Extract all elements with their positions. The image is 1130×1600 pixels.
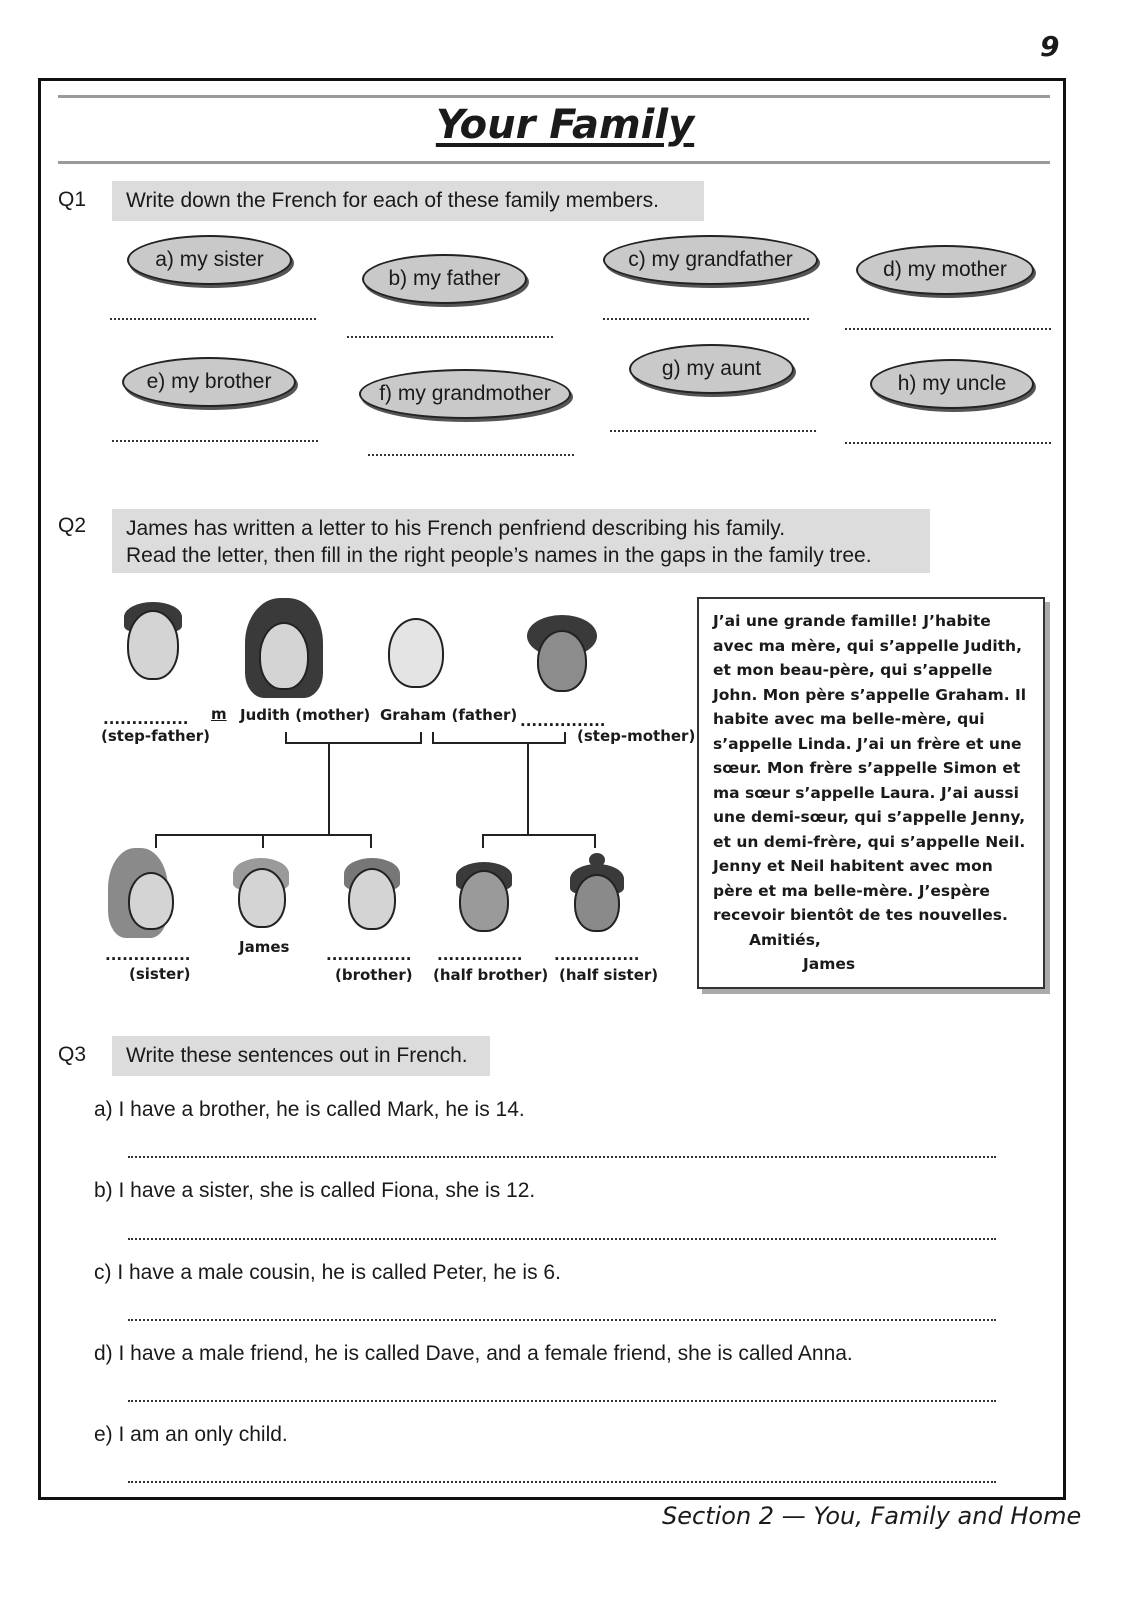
page-title: Your Family	[435, 102, 695, 148]
father-face-icon	[388, 618, 444, 688]
half-brother-blank[interactable]: ...............	[437, 946, 523, 964]
mother-face-icon	[259, 622, 309, 690]
oval-my-mother: d) my mother	[856, 245, 1034, 295]
brother-blank[interactable]: ...............	[326, 946, 412, 964]
tree-connector	[155, 834, 157, 848]
answer-line-a[interactable]	[110, 318, 316, 320]
letter-box	[697, 597, 1045, 989]
title-rule-top	[58, 95, 1050, 98]
marriage-symbol: m	[211, 705, 227, 723]
answer-line-c[interactable]	[603, 318, 809, 320]
graham-label: Graham (father)	[380, 706, 518, 724]
answer-line-h[interactable]	[845, 442, 1051, 444]
q1-instruction: Write down the French for each of these family members.	[112, 181, 704, 221]
judith-label: Judith (mother)	[240, 706, 371, 724]
page-number: 9	[1040, 30, 1060, 63]
brother-face-icon	[348, 868, 396, 930]
oval-my-father: b) my father	[362, 254, 527, 304]
q3-answer-line-e[interactable]	[128, 1481, 996, 1483]
q3-answer-line-d[interactable]	[128, 1400, 996, 1402]
tree-connector	[370, 834, 372, 848]
oval-my-grandmother: f) my grandmother	[359, 369, 571, 419]
tree-connector	[432, 742, 566, 744]
step-mother-label: (step-mother)	[577, 727, 696, 745]
tree-connector	[594, 834, 596, 848]
step-mother-face-icon	[537, 630, 587, 692]
half-sister-label: (half sister)	[559, 966, 659, 984]
half-sister-face-icon	[574, 874, 620, 932]
answer-line-g[interactable]	[610, 430, 816, 432]
section-footer: Section 2 — You, Family and Home	[662, 1502, 1082, 1530]
letter-closing: Amitiés,	[749, 930, 821, 949]
q3-answer-line-b[interactable]	[128, 1238, 996, 1240]
oval-my-aunt: g) my aunt	[629, 344, 794, 394]
james-label: James	[239, 938, 290, 956]
tree-connector	[482, 834, 484, 848]
q3-item-b: b) I have a sister, she is called Fiona, she is 12.	[94, 1179, 536, 1202]
q2-instruction-line2: Read the letter, then fill in the right people’s names in the gaps in the family tree.	[126, 544, 872, 567]
oval-my-brother: e) my brother	[122, 357, 296, 407]
q3-instruction: Write these sentences out in French.	[112, 1036, 490, 1076]
answer-line-d[interactable]	[845, 328, 1051, 330]
tree-connector	[527, 742, 529, 836]
q3-answer-line-a[interactable]	[128, 1156, 996, 1158]
oval-my-uncle: h) my uncle	[870, 359, 1034, 409]
letter-body: J’ai une grande famille! J’habite avec ma mère, qui s’appelle Judith, et mon beau-père, qui s’appelle John. Mon père s’appelle Graham. Il habite avec ma belle-mère, qui s’appelle Linda. J’ai un frère et une sœur. Mon frère s’appelle Simon et ma sœur s’appelle Laura. J’ai aussi une demi-sœur, qui s’appelle Jenny, et un demi-frère, qui s’appelle Neil. Jenny et Neil habitent avec mon père et ma belle-mère. J’espère recevoir bientôt de tes nouvelles.	[713, 612, 1027, 924]
step-mother-blank[interactable]: ...............	[520, 712, 606, 730]
q3-label: Q3	[58, 1043, 87, 1066]
brother-label: (brother)	[335, 966, 413, 984]
sister-label: (sister)	[129, 965, 191, 983]
q3-item-e: e) I am an only child.	[94, 1423, 288, 1446]
half-sister-blank[interactable]: ...............	[554, 946, 640, 964]
q3-item-c: c) I have a male cousin, he is called Peter, he is 6.	[94, 1261, 561, 1284]
title-rule-bottom	[58, 161, 1050, 164]
step-father-blank[interactable]: ...............	[103, 710, 189, 728]
answer-line-e[interactable]	[112, 440, 318, 442]
q3-item-d: d) I have a male friend, he is called Dave, and a female friend, she is called Anna.	[94, 1342, 853, 1365]
answer-line-f[interactable]	[368, 454, 574, 456]
q2-instruction-line1: James has written a letter to his French penfriend describing his family.	[126, 517, 786, 540]
q2-label: Q2	[58, 514, 87, 537]
step-father-face-icon	[127, 610, 179, 680]
q2-instruction	[112, 509, 930, 573]
step-father-label: (step-father)	[101, 727, 211, 745]
oval-my-grandfather: c) my grandfather	[603, 235, 818, 285]
tree-connector	[482, 834, 596, 836]
half-brother-label: (half brother)	[433, 966, 549, 984]
tree-connector	[328, 742, 330, 836]
q1-label: Q1	[58, 188, 87, 211]
oval-my-sister: a) my sister	[127, 235, 292, 285]
half-brother-face-icon	[459, 870, 509, 932]
sister-blank[interactable]: ...............	[105, 946, 191, 964]
tree-connector	[262, 834, 264, 848]
q3-answer-line-c[interactable]	[128, 1319, 996, 1321]
james-face-icon	[238, 868, 286, 928]
answer-line-b[interactable]	[347, 336, 553, 338]
letter-signature: James	[803, 955, 856, 973]
q3-item-a: a) I have a brother, he is called Mark, he is 14.	[94, 1098, 525, 1121]
sister-face-icon	[128, 872, 174, 930]
tree-connector	[285, 742, 422, 744]
